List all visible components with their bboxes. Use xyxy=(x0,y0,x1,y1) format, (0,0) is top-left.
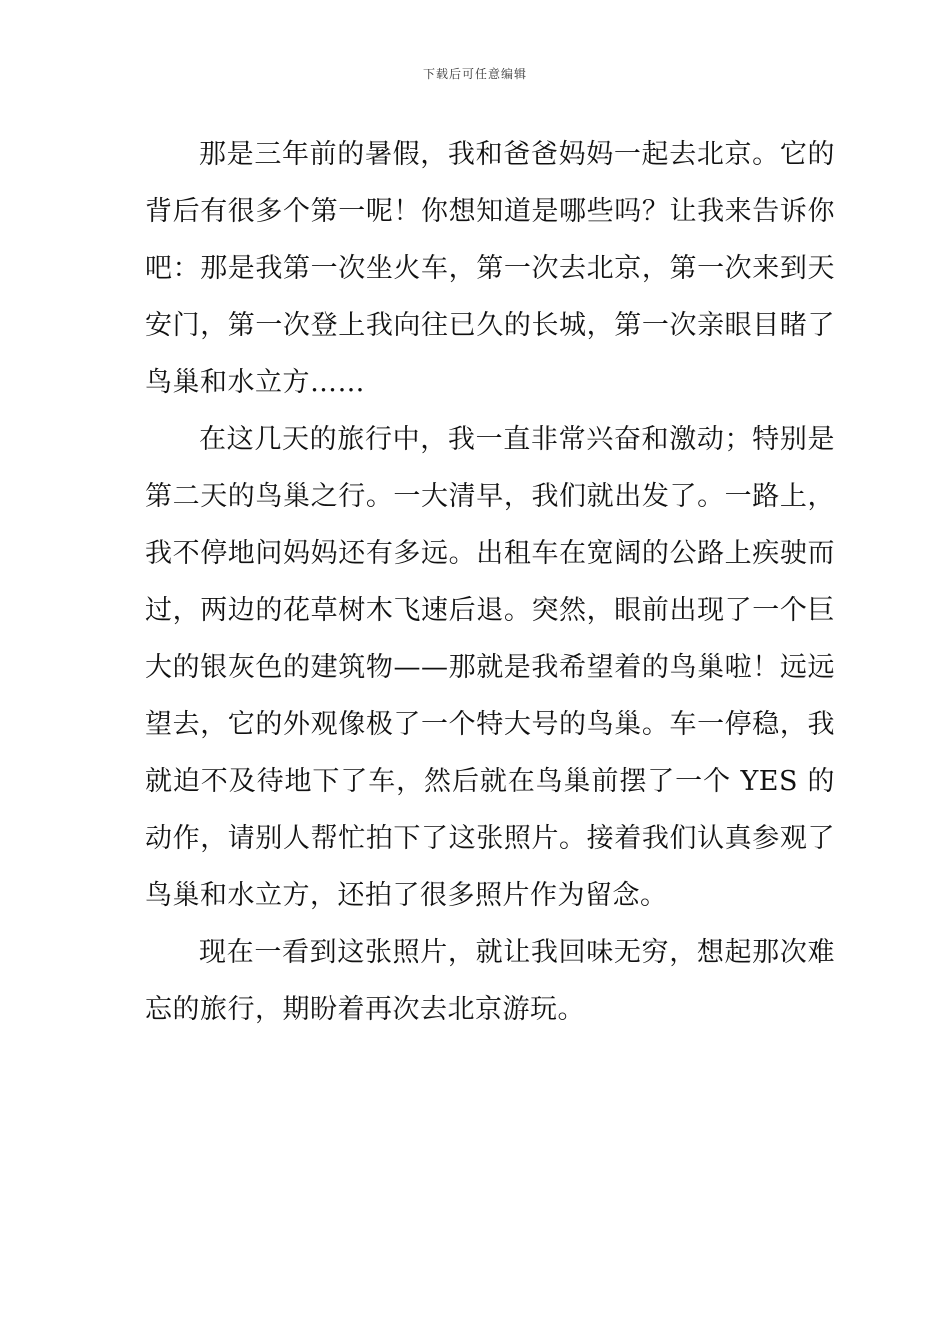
paragraph-2: 在这几天的旅行中，我一直非常兴奋和激动；特别是第二天的鸟巢之行。一大清早，我们就出发了。一路上，我不停地问妈妈还有多远。出租车在宽阔的公路上疾驶而过，两边的花草树木飞速后退。突然，眼前出现了一个巨大的银灰色的建筑物——那就是我希望着的鸟巢啦！远远望去，它的外观像极了一个特大号的鸟巢。车一停稳，我就迫不及待地下了车，然后就在鸟巢前摆了一个 YES 的动作，请别人帮忙拍下了这张照片。接着我们认真参观了鸟巢和水立方，还拍了很多照片作为留念。 xyxy=(145,424,835,911)
essay-body xyxy=(145,126,835,1038)
paragraph-1: 那是三年前的暑假，我和爸爸妈妈一起去北京。它的背后有很多个第一呢！你想知道是哪些吗？让我来告诉你吧：那是我第一次坐火车，第一次去北京，第一次来到天安门，第一次登上我向往已久的长城，第一次亲眼目睹了鸟巢和水立方…… xyxy=(145,139,835,398)
paragraph-3: 现在一看到这张照片，就让我回味无穷，想起那次难忘的旅行，期盼着再次去北京游玩。 xyxy=(145,937,835,1025)
header-note: 下载后可任意编辑 xyxy=(422,67,527,81)
